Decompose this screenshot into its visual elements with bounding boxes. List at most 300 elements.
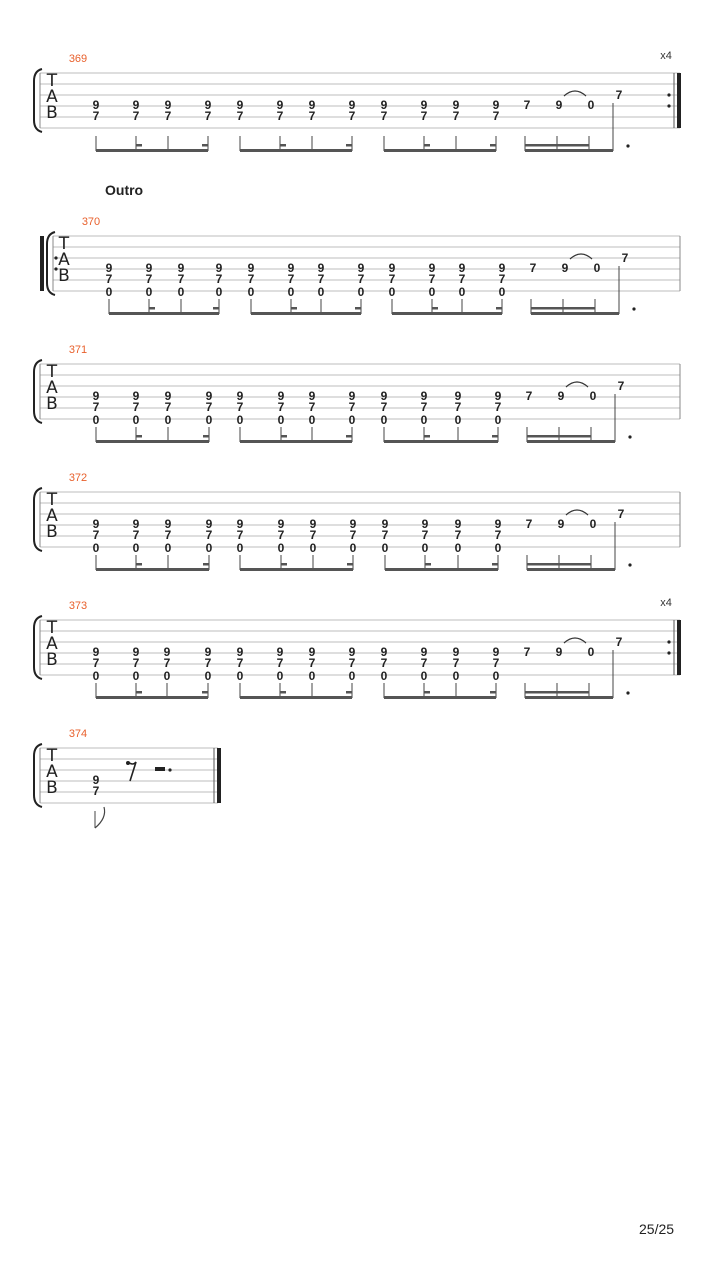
fret-number: 9 [420,389,428,403]
repeat-count: x4 [660,50,672,62]
fret-number: 9 [164,517,172,531]
tab-clef-letter: T [46,746,58,766]
tab-clef-letter: A [58,250,70,270]
fret-number: 7 [458,272,466,286]
system-brace [47,232,55,295]
fret-number: 9 [277,389,285,403]
fret-number: 0 [177,285,185,299]
fret-number: 7 [615,88,623,102]
fret-number: 0 [236,413,244,427]
fret-number: 7 [164,109,172,123]
final-thick-bar [217,748,221,803]
fret-number: 7 [308,109,316,123]
fret-number: 9 [236,517,244,531]
fret-number: 9 [309,517,317,531]
fret-number: 7 [164,528,172,542]
note-beam [531,307,595,310]
note-beam [96,149,208,152]
note-sub-beam [136,691,142,694]
system-brace [34,488,42,551]
note-beam [240,568,353,571]
note-beam [109,312,219,315]
note-sub-beam [202,144,208,147]
fret-number: 9 [92,98,100,112]
fret-number: 9 [492,645,500,659]
note-beam [527,440,615,443]
fret-number: 9 [348,645,356,659]
fret-number: 0 [420,413,428,427]
fret-number: 0 [205,413,213,427]
fret-number: 9 [276,98,284,112]
fret-number: 0 [205,541,213,555]
fret-number: 9 [420,98,428,112]
note-sub-beam [203,563,209,566]
fret-number: 7 [287,272,295,286]
fret-number: 0 [308,669,316,683]
repeat-dot [667,651,670,654]
fret-number: 9 [452,98,460,112]
fret-number: 9 [204,645,212,659]
tab-system [34,50,681,152]
note-sub-beam [202,691,208,694]
note-sub-beam [424,144,430,147]
fret-number: 7 [105,272,113,286]
fret-number: 0 [247,285,255,299]
fret-number: 7 [92,784,100,798]
fret-number: 7 [454,528,462,542]
fret-number: 0 [357,285,365,299]
note-beam [240,696,352,699]
fret-number: 9 [277,517,285,531]
fret-number: 7 [380,109,388,123]
fret-number: 0 [381,541,389,555]
fret-number: 0 [276,669,284,683]
tab-system [34,344,680,443]
note-beam [384,696,496,699]
fret-number: 9 [454,389,462,403]
fret-number: 9 [557,389,565,403]
fret-number: 9 [132,98,140,112]
fret-number: 0 [132,541,140,555]
fret-number: 9 [164,98,172,112]
fret-number: 7 [163,656,171,670]
fret-number: 7 [420,400,428,414]
fret-number: 9 [276,645,284,659]
fret-number: 0 [277,413,285,427]
rhythm-dot [628,435,631,438]
note-beam [525,149,613,152]
note-beam [240,440,352,443]
note-beam [525,691,589,694]
fret-number: 7 [204,656,212,670]
fret-number: 7 [357,272,365,286]
note-sub-beam [281,435,287,438]
measure-number: 373 [68,600,88,612]
fret-number: 0 [204,669,212,683]
half-rest [155,767,165,771]
fret-number: 0 [420,669,428,683]
fret-number: 9 [428,261,436,275]
note-sub-beam [432,307,438,310]
note-beam [525,696,613,699]
fret-number: 7 [276,656,284,670]
tab-clef-letter: A [46,634,58,654]
fret-number: 0 [589,517,597,531]
note-sub-beam [280,144,286,147]
fret-number: 0 [105,285,113,299]
fret-number: 7 [617,507,625,521]
fret-number: 9 [236,98,244,112]
fret-number: 7 [525,389,533,403]
fret-number: 7 [498,272,506,286]
fret-number: 0 [494,541,502,555]
fret-number: 0 [458,285,466,299]
measure-number: 374 [68,728,88,740]
rhythm-dot [626,691,629,694]
fret-number: 0 [308,413,316,427]
tab-system [40,216,680,315]
fret-number: 9 [105,261,113,275]
fret-number: 7 [132,109,140,123]
note-sub-beam [490,144,496,147]
fret-number: 7 [494,400,502,414]
tab-clef-letter: B [46,778,58,798]
note-sub-beam [424,435,430,438]
fret-number: 7 [247,272,255,286]
fret-number: 9 [380,645,388,659]
fret-number: 7 [215,272,223,286]
note-beam [96,568,209,571]
measure-number: 372 [68,472,88,484]
fret-number: 7 [308,656,316,670]
note-beam [385,568,498,571]
tab-system-final [34,728,221,828]
fret-number: 9 [348,389,356,403]
fret-number: 0 [421,541,429,555]
fret-number: 9 [92,389,100,403]
fret-number: 7 [132,528,140,542]
fret-number: 0 [452,669,460,683]
fret-number: 9 [215,261,223,275]
tab-clef-letter: A [46,762,58,782]
fret-number: 7 [205,400,213,414]
repeat-dot [54,256,57,259]
note-sub-beam [149,307,155,310]
fret-number: 9 [205,517,213,531]
fret-number: 7 [492,109,500,123]
fret-number: 7 [615,635,623,649]
note-beam [527,568,615,571]
fret-number: 0 [348,413,356,427]
fret-number: 7 [349,528,357,542]
fret-number: 7 [494,528,502,542]
fret-number: 7 [92,528,100,542]
fret-number: 9 [348,98,356,112]
fret-number: 7 [617,379,625,393]
fret-number: 7 [92,109,100,123]
fret-number: 9 [236,389,244,403]
note-beam [96,440,209,443]
fret-number: 0 [494,413,502,427]
fret-number: 7 [420,656,428,670]
fret-number: 0 [163,669,171,683]
fret-number: 7 [309,528,317,542]
fret-number: 7 [523,98,531,112]
fret-number: 0 [92,413,100,427]
fret-number: 0 [498,285,506,299]
fret-number: 7 [621,251,629,265]
fret-number: 0 [287,285,295,299]
fret-number: 9 [421,517,429,531]
tab-clef-letter: T [46,71,58,91]
fret-number: 7 [525,517,533,531]
fret-number: 7 [420,109,428,123]
fret-number: 0 [132,669,140,683]
note-sub-beam [492,563,498,566]
fret-number: 9 [380,98,388,112]
tab-clef-letter: B [58,266,70,286]
fret-number: 9 [555,645,563,659]
fret-number: 0 [309,541,317,555]
fret-number: 7 [452,109,460,123]
fret-number: 9 [388,261,396,275]
fret-number: 0 [349,541,357,555]
note-sub-beam [136,563,142,566]
note-beam [392,312,502,315]
note-sub-beam [490,691,496,694]
rhythm-dot [168,768,171,771]
fret-number: 7 [277,528,285,542]
fret-number: 9 [308,645,316,659]
fret-number: 0 [164,541,172,555]
eighth-rest [128,762,136,781]
note-sub-beam [213,307,219,310]
fret-number: 9 [498,261,506,275]
note-flag [95,807,105,828]
note-sub-beam [346,144,352,147]
note-sub-beam [346,435,352,438]
note-sub-beam [136,435,142,438]
system-brace [34,360,42,423]
fret-number: 9 [164,389,172,403]
fret-number: 9 [92,517,100,531]
note-sub-beam [280,691,286,694]
fret-number: 9 [494,517,502,531]
fret-number: 0 [380,669,388,683]
note-beam [384,440,498,443]
fret-number: 7 [132,400,140,414]
fret-number: 0 [593,261,601,275]
fret-number: 7 [381,528,389,542]
fret-number: 0 [348,669,356,683]
fret-number: 0 [236,541,244,555]
fret-number: 7 [388,272,396,286]
fret-number: 9 [452,645,460,659]
measure-number: 370 [81,216,101,228]
fret-number: 9 [557,517,565,531]
fret-number: 9 [145,261,153,275]
fret-number: 7 [236,656,244,670]
fret-number: 9 [287,261,295,275]
fret-number: 0 [236,669,244,683]
system-brace [34,69,42,132]
repeat-end-thick-bar [677,73,681,128]
fret-number: 7 [132,656,140,670]
note-sub-beam [347,563,353,566]
note-sub-beam [291,307,297,310]
note-beam [527,563,591,566]
fret-number: 7 [92,656,100,670]
fret-number: 7 [236,528,244,542]
fret-number: 7 [236,109,244,123]
fret-number: 0 [492,669,500,683]
fret-number: 9 [492,98,500,112]
fret-number: 9 [92,645,100,659]
fret-number: 7 [205,528,213,542]
fret-number: 7 [164,400,172,414]
fret-number: 0 [454,413,462,427]
fret-number: 7 [236,400,244,414]
tab-clef-letter: T [58,234,70,254]
tab-clef-letter: A [46,506,58,526]
fret-number: 9 [132,645,140,659]
note-sub-beam [496,307,502,310]
note-beam [525,144,589,147]
rhythm-dot [628,563,631,566]
repeat-dot [667,640,670,643]
fret-number: 9 [494,389,502,403]
page-indicator: 25/25 [639,1221,675,1237]
fret-number: 9 [247,261,255,275]
note-beam [240,149,352,152]
fret-number: 9 [420,645,428,659]
fret-number: 7 [276,109,284,123]
fret-number: 7 [277,400,285,414]
repeat-dot [667,93,670,96]
fret-number: 0 [317,285,325,299]
fret-number: 7 [348,109,356,123]
fret-number: 9 [380,389,388,403]
section-label: Outro [105,182,144,198]
fret-number: 9 [308,389,316,403]
fret-number: 7 [523,645,531,659]
fret-number: 9 [381,517,389,531]
fret-number: 0 [132,413,140,427]
fret-number: 9 [555,98,563,112]
note-beam [251,312,361,315]
fret-number: 0 [164,413,172,427]
fret-number: 0 [428,285,436,299]
note-beam [96,696,208,699]
fret-number: 7 [177,272,185,286]
fret-number: 9 [561,261,569,275]
fret-number: 7 [380,400,388,414]
fret-number: 0 [145,285,153,299]
fret-number: 9 [349,517,357,531]
fret-number: 7 [428,272,436,286]
note-sub-beam [346,691,352,694]
fret-number: 9 [308,98,316,112]
rhythm-dot [626,144,629,147]
tab-clef-letter: B [46,650,58,670]
measure-number: 371 [68,344,88,356]
fret-number: 0 [587,645,595,659]
tab-clef-letter: A [46,87,58,107]
fret-number: 0 [277,541,285,555]
tab-clef-letter: B [46,522,58,542]
fret-number: 0 [388,285,396,299]
fret-number: 0 [380,413,388,427]
fret-number: 9 [204,98,212,112]
fret-number: 7 [92,400,100,414]
repeat-count: x4 [660,597,672,609]
tab-clef-letter: T [46,362,58,382]
rhythm-dot [632,307,635,310]
note-sub-beam [203,435,209,438]
fret-number: 7 [492,656,500,670]
fret-number: 7 [348,656,356,670]
measure-number: 369 [68,53,88,65]
fret-number: 0 [587,98,595,112]
fret-number: 9 [132,517,140,531]
fret-number: 7 [529,261,537,275]
tab-clef-letter: T [46,618,58,638]
fret-number: 0 [215,285,223,299]
fret-number: 0 [454,541,462,555]
fret-number: 0 [589,389,597,403]
note-sub-beam [425,563,431,566]
fret-number: 7 [145,272,153,286]
fret-number: 9 [132,389,140,403]
note-beam [384,149,496,152]
tab-clef-letter: B [46,103,58,123]
fret-number: 0 [92,541,100,555]
note-sub-beam [424,691,430,694]
repeat-dot [54,267,57,270]
eighth-rest-head [126,761,130,765]
fret-number: 7 [452,656,460,670]
fret-number: 7 [421,528,429,542]
fret-number: 7 [308,400,316,414]
fret-number: 7 [317,272,325,286]
note-sub-beam [355,307,361,310]
fret-number: 9 [177,261,185,275]
fret-number: 7 [204,109,212,123]
fret-number: 9 [205,389,213,403]
fret-number: 7 [348,400,356,414]
note-sub-beam [281,563,287,566]
repeat-start-thick-bar [40,236,44,291]
tab-clef-letter: B [46,394,58,414]
fret-number: 9 [236,645,244,659]
fret-number: 9 [317,261,325,275]
note-beam [531,312,619,315]
fret-number: 7 [454,400,462,414]
note-sub-beam [136,144,142,147]
fret-number: 9 [163,645,171,659]
fret-number: 9 [458,261,466,275]
fret-number: 7 [380,656,388,670]
tab-clef-letter: T [46,490,58,510]
fret-number: 9 [92,773,100,787]
system-brace [34,616,42,679]
tab-clef-letter: A [46,378,58,398]
repeat-end-thick-bar [677,620,681,675]
note-beam [527,435,591,438]
note-sub-beam [492,435,498,438]
system-brace [34,744,42,807]
repeat-dot [667,104,670,107]
